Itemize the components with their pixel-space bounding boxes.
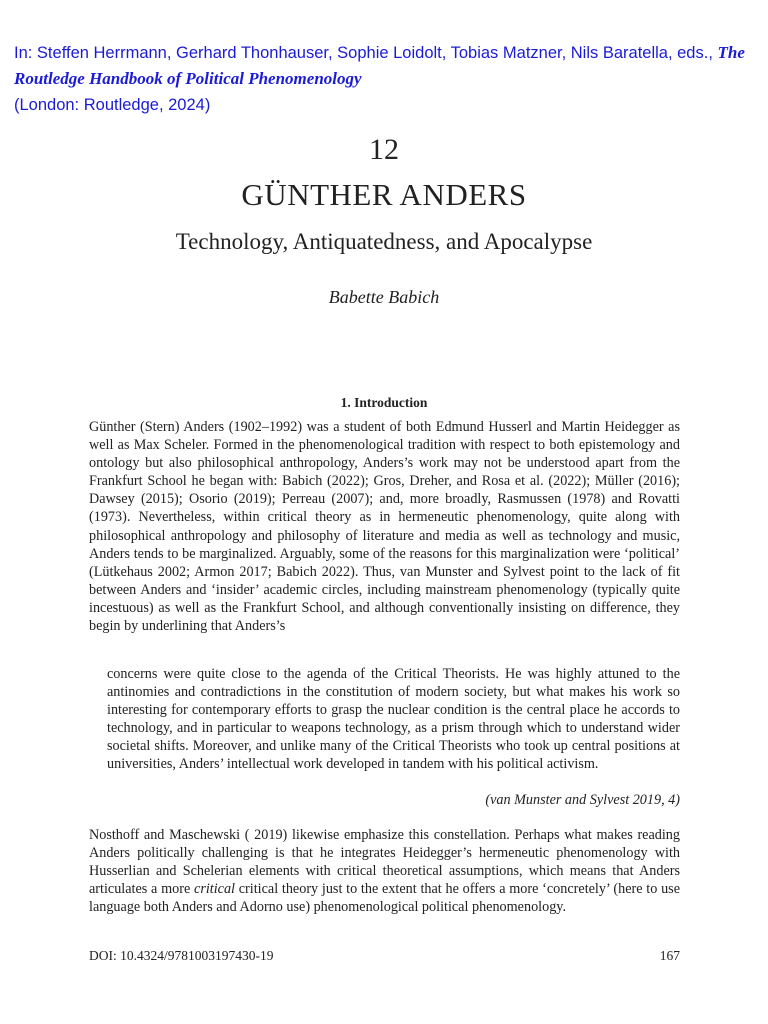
body-paragraph-1: Günther (Stern) Anders (1902–1992) was a student of both Edmund Husserl and Martin Heidegger as well as Max Scheler. Formed in the phenomenological tradition with respect to both epistemology and ontology but also philosophical anthropology, Anders’s work may not be understood apart from the Frankfurt School he began with: Babich (2022); Gros, Dreher, and Rosa et al. (2022); Müller (2016); Dawsey (2015); Osorio (2019); Perreau (2007); and, more broadly, Rasmussen (1978) and Rovatti (1973). Nevertheless, within critical theory as in hermeneutic phenomenology, quite along with philosophical anthropology and philosophy of literature and media as well as technology and music, Anders tends to be marginalized. Arguably, some of the reasons for this marginalization were ‘political’ (Lütkehaus 2002; Armon 2017; Babich 2022). Thus, van Munster and Sylvest point to the lack of fit between Anders and ‘insider’ academic circles, including mainstream phenomenology (typically quite incestuous) as well as the Frankfurt School, and although conventionally insisting on difference, they begin by underlining that Anders’s [89, 419, 680, 635]
citation-prefix: In: Steffen Herrmann, Gerhard Thonhauser, Sophie Loidolt, Tobias Matzner, Nils Baratella, eds., [14, 44, 718, 62]
chapter-subtitle: Technology, Antiquatedness, and Apocalypse [175, 229, 593, 254]
chapter-number: 12 [369, 133, 399, 166]
chapter-title: GÜNTHER ANDERS [241, 177, 527, 212]
footer-doi: DOI: 10.4324/9781003197430-19 [89, 948, 274, 963]
para2-text-before: Nosthoff and Maschewski ( 2019) likewise emphasize this constellation. Perhaps what makes reading Anders politically challenging is that he integrates Heidegger’s hermeneutic phenomenology with Husserlian and Schelerian elements with critical theoretical assumptions, which means that Anders articulates a more [89, 827, 680, 898]
chapter-author: Babette Babich [328, 287, 440, 307]
para2-text-after: critical theory just to the extent that he offers a more ‘concretely’ (here to use language both Anders and Adorno use) phenomenological political phenomenology. [89, 881, 680, 916]
block-quote-citation: (van Munster and Sylvest 2019, 4) [485, 792, 680, 808]
citation-header [14, 40, 754, 118]
section-heading: 1. Introduction [340, 395, 428, 410]
citation-publisher: (London: Routledge, 2024) [14, 96, 211, 114]
para2-emphasis: critical [194, 881, 235, 898]
citation-book-title: The Routledge Handbook of Political Phenomenology [14, 43, 745, 88]
block-quote: concerns were quite close to the agenda of the Critical Theorists. He was highly attuned to the antinomies and contradictions in the constitution of modern society, but what makes his work so interesting for contemporary efforts to grasp the nuclear condition is the central place he accords to technology, and in particular to weapons technology, as a prism through which to understand wider societal shifts. Moreover, and unlike many of the Critical Theorists who took up central positions at universities, Anders’ intellectual work developed in tandem with his political activism. [107, 666, 680, 773]
page-number: 167 [659, 948, 680, 963]
body-paragraph-2 [89, 826, 680, 916]
